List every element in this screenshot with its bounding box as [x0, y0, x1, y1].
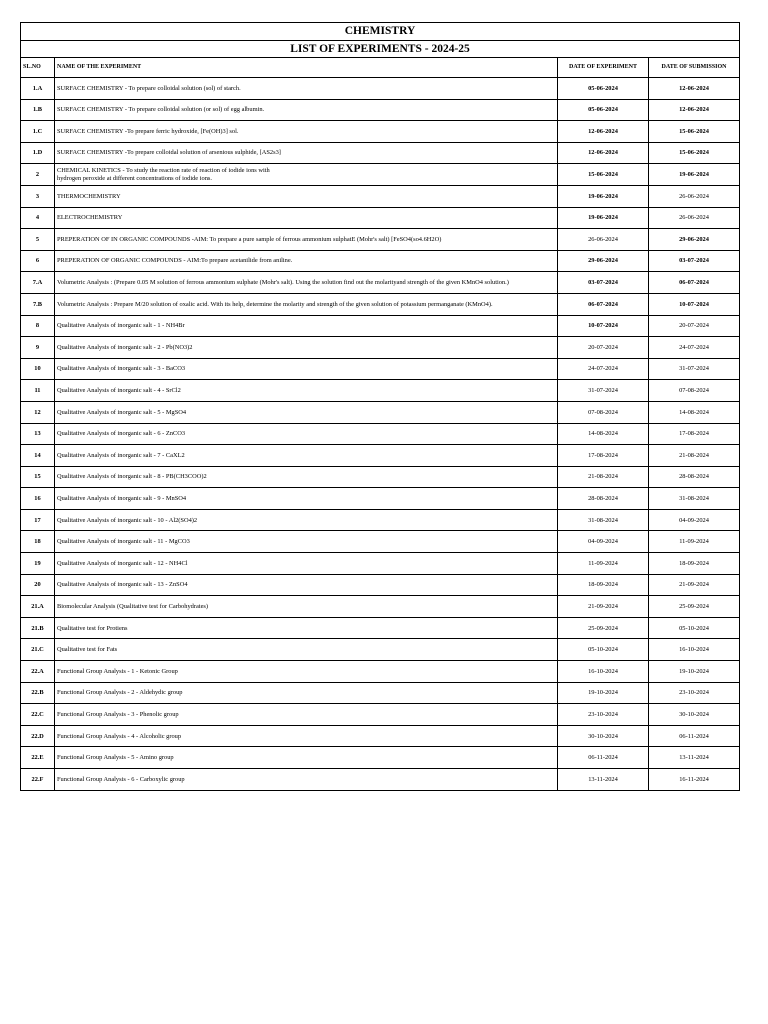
date-of-experiment-cell: 21-08-2024: [558, 466, 649, 488]
table-row: [21, 315, 740, 337]
experiment-name-cell: Qualitative Analysis of inorganic salt - 5 - MgSO4: [55, 401, 558, 423]
experiment-name-cell: Functional Group Analysis - 5 - Amino group: [55, 747, 558, 769]
date-of-submission-cell: 21-09-2024: [649, 574, 740, 596]
experiment-name-cell: Qualitative Analysis of inorganic salt - 3 - BaCO3: [55, 358, 558, 380]
sl-no-cell: 7.A: [21, 272, 55, 294]
experiment-sheet: [20, 22, 739, 791]
sl-no-cell: 16: [21, 488, 55, 510]
table-row: [21, 185, 740, 207]
experiment-name-cell: SURFACE CHEMISTRY - To prepare colloidal solution (sol) of starch.: [55, 78, 558, 100]
table-row: [21, 531, 740, 553]
sl-no-cell: 1.C: [21, 121, 55, 143]
sl-no-cell: 1.D: [21, 142, 55, 164]
date-of-experiment-cell: 05-10-2024: [558, 639, 649, 661]
experiment-name-cell: THERMOCHEMISTRY: [55, 185, 558, 207]
sl-no-cell: 5: [21, 229, 55, 251]
table-body: [21, 78, 740, 791]
date-of-experiment-cell: 31-08-2024: [558, 509, 649, 531]
sl-no-cell: 21.C: [21, 639, 55, 661]
date-of-submission-cell: 06-11-2024: [649, 725, 740, 747]
table-row: [21, 272, 740, 294]
date-of-experiment-cell: 19-10-2024: [558, 682, 649, 704]
date-of-submission-cell: 15-06-2024: [649, 121, 740, 143]
date-of-experiment-cell: 16-10-2024: [558, 661, 649, 683]
date-of-experiment-cell: 11-09-2024: [558, 553, 649, 575]
date-of-submission-cell: 28-08-2024: [649, 466, 740, 488]
sl-no-cell: 7.B: [21, 293, 55, 315]
table-row: [21, 99, 740, 121]
experiment-name-cell: PREPERATION OF ORGANIC COMPOUNDS - AIM:To prepare acetanilide from aniline.: [55, 250, 558, 272]
table-row: [21, 596, 740, 618]
experiment-name-cell: Qualitative Analysis of inorganic salt - 9 - MnSO4: [55, 488, 558, 510]
date-of-submission-cell: 03-07-2024: [649, 250, 740, 272]
table-row: [21, 401, 740, 423]
date-of-experiment-cell: 19-06-2024: [558, 207, 649, 229]
table-row: [21, 725, 740, 747]
table-row: [21, 78, 740, 100]
date-of-submission-cell: 30-10-2024: [649, 704, 740, 726]
date-of-experiment-cell: 03-07-2024: [558, 272, 649, 294]
table-row: [21, 488, 740, 510]
table-row: [21, 509, 740, 531]
date-of-submission-cell: 23-10-2024: [649, 682, 740, 704]
date-of-experiment-cell: 12-06-2024: [558, 142, 649, 164]
date-of-submission-cell: 25-09-2024: [649, 596, 740, 618]
date-of-submission-cell: 11-09-2024: [649, 531, 740, 553]
experiment-name-cell: SURFACE CHEMISTRY -To prepare ferric hydroxide, [Fe(OH)3] sol.: [55, 121, 558, 143]
date-of-submission-cell: 10-07-2024: [649, 293, 740, 315]
date-of-submission-cell: 17-08-2024: [649, 423, 740, 445]
experiment-name-cell: CHEMICAL KINETICS - To study the reaction rate of reaction of iodide ions with hydrogen peroxide at different concentrations of iodide ions.: [55, 164, 558, 186]
table-row: [21, 121, 740, 143]
sl-no-cell: 11: [21, 380, 55, 402]
header-sl-no: SL.NO: [21, 58, 55, 78]
experiment-name-cell: Qualitative Analysis of inorganic salt - 8 - PB(CH3COO)2: [55, 466, 558, 488]
sheet-title: CHEMISTRY: [21, 23, 740, 41]
date-of-experiment-cell: 24-07-2024: [558, 358, 649, 380]
sl-no-cell: 8: [21, 315, 55, 337]
date-of-submission-cell: 07-08-2024: [649, 380, 740, 402]
date-of-submission-cell: 16-10-2024: [649, 639, 740, 661]
table-row: [21, 207, 740, 229]
experiment-name-cell: Qualitative Analysis of inorganic salt - 6 - ZnCO3: [55, 423, 558, 445]
date-of-experiment-cell: 06-11-2024: [558, 747, 649, 769]
table-row: [21, 617, 740, 639]
table-row: [21, 661, 740, 683]
date-of-experiment-cell: 31-07-2024: [558, 380, 649, 402]
date-of-experiment-cell: 10-07-2024: [558, 315, 649, 337]
experiment-name-cell: Qualitative test for Protiens: [55, 617, 558, 639]
table-row: [21, 466, 740, 488]
experiment-name-cell: Functional Group Analysis - 2 - Aldehydic group: [55, 682, 558, 704]
date-of-experiment-cell: 23-10-2024: [558, 704, 649, 726]
sl-no-cell: 22.D: [21, 725, 55, 747]
date-of-experiment-cell: 04-09-2024: [558, 531, 649, 553]
sl-no-cell: 17: [21, 509, 55, 531]
date-of-submission-cell: 31-08-2024: [649, 488, 740, 510]
experiment-name-cell: Qualitative Analysis of inorganic salt - 10 - Al2(SO4)2: [55, 509, 558, 531]
date-of-experiment-cell: 05-06-2024: [558, 78, 649, 100]
date-of-experiment-cell: 20-07-2024: [558, 337, 649, 359]
date-of-submission-cell: 19-06-2024: [649, 164, 740, 186]
date-of-submission-cell: 31-07-2024: [649, 358, 740, 380]
experiment-name-cell: Functional Group Analysis - 6 - Carboxylic group: [55, 769, 558, 791]
table-row: [21, 250, 740, 272]
date-of-submission-cell: 12-06-2024: [649, 78, 740, 100]
experiment-name-cell: Volumetric Analysis : Prepare M/20 solution of oxalic acid. With its help, determine the molarity and strength of the given solution of potassium permanganate (KMnO4).: [55, 293, 558, 315]
date-of-submission-cell: 06-07-2024: [649, 272, 740, 294]
date-of-experiment-cell: 28-08-2024: [558, 488, 649, 510]
sl-no-cell: 19: [21, 553, 55, 575]
date-of-experiment-cell: 25-09-2024: [558, 617, 649, 639]
date-of-submission-cell: 20-07-2024: [649, 315, 740, 337]
sl-no-cell: 14: [21, 445, 55, 467]
experiment-name-cell: Volumetric Analysis : (Prepare 0.05 M solution of ferrous ammonium sulphate (Mohr's salt). Using the solution find out the molarityand strength of the given KMnO4 solution.): [55, 272, 558, 294]
sl-no-cell: 15: [21, 466, 55, 488]
sl-no-cell: 2: [21, 164, 55, 186]
sl-no-cell: 22.A: [21, 661, 55, 683]
date-of-experiment-cell: 13-11-2024: [558, 769, 649, 791]
sl-no-cell: 18: [21, 531, 55, 553]
header-date-of-experiment: DATE OF EXPERIMENT: [558, 58, 649, 78]
sl-no-cell: 20: [21, 574, 55, 596]
date-of-experiment-cell: 14-08-2024: [558, 423, 649, 445]
experiment-name-cell: Functional Group Analysis - 3 - Phenolic group: [55, 704, 558, 726]
date-of-submission-cell: 16-11-2024: [649, 769, 740, 791]
experiment-name-cell: Qualitative Analysis of inorganic salt - 4 - SrCl2: [55, 380, 558, 402]
date-of-experiment-cell: 07-08-2024: [558, 401, 649, 423]
date-of-submission-cell: 26-06-2024: [649, 185, 740, 207]
experiment-name-cell: Functional Group Analysis - 4 - Alcoholic group: [55, 725, 558, 747]
sl-no-cell: 13: [21, 423, 55, 445]
date-of-experiment-cell: 18-09-2024: [558, 574, 649, 596]
header-row: [21, 58, 740, 78]
header-experiment-name: NAME OF THE EXPERIMENT: [55, 58, 558, 78]
table-row: [21, 574, 740, 596]
date-of-experiment-cell: 17-08-2024: [558, 445, 649, 467]
experiment-name-cell: Qualitative Analysis of inorganic salt - 1 - NH4Br: [55, 315, 558, 337]
table-row: [21, 358, 740, 380]
sl-no-cell: 1.A: [21, 78, 55, 100]
table-row: [21, 142, 740, 164]
sl-no-cell: 6: [21, 250, 55, 272]
sl-no-cell: 21.B: [21, 617, 55, 639]
date-of-experiment-cell: 26-06-2024: [558, 229, 649, 251]
table-row: [21, 553, 740, 575]
table-row: [21, 682, 740, 704]
date-of-experiment-cell: 29-06-2024: [558, 250, 649, 272]
sl-no-cell: 3: [21, 185, 55, 207]
date-of-experiment-cell: 06-07-2024: [558, 293, 649, 315]
sl-no-cell: 22.E: [21, 747, 55, 769]
sheet-subtitle: LIST OF EXPERIMENTS - 2024-25: [21, 41, 740, 58]
date-of-submission-cell: 04-09-2024: [649, 509, 740, 531]
date-of-submission-cell: 05-10-2024: [649, 617, 740, 639]
date-of-submission-cell: 24-07-2024: [649, 337, 740, 359]
date-of-submission-cell: 13-11-2024: [649, 747, 740, 769]
experiment-name-cell: Qualitative Analysis of inorganic salt - 12 - NH4Cl: [55, 553, 558, 575]
header-date-of-submission: DATE OF SUBMISSION: [649, 58, 740, 78]
date-of-submission-cell: 14-08-2024: [649, 401, 740, 423]
sl-no-cell: 9: [21, 337, 55, 359]
table-row: [21, 704, 740, 726]
sl-no-cell: 4: [21, 207, 55, 229]
experiment-name-cell: ELECTROCHEMISTRY: [55, 207, 558, 229]
date-of-experiment-cell: 05-06-2024: [558, 99, 649, 121]
sl-no-cell: 22.B: [21, 682, 55, 704]
experiment-name-cell: SURFACE CHEMISTRY - To prepare colloidal solution (or sol) of egg albumin.: [55, 99, 558, 121]
sl-no-cell: 22.C: [21, 704, 55, 726]
date-of-submission-cell: 18-09-2024: [649, 553, 740, 575]
date-of-experiment-cell: 21-09-2024: [558, 596, 649, 618]
date-of-submission-cell: 15-06-2024: [649, 142, 740, 164]
date-of-submission-cell: 26-06-2024: [649, 207, 740, 229]
table-row: [21, 293, 740, 315]
experiment-name-cell: Qualitative Analysis of inorganic salt - 7 - CaXL2: [55, 445, 558, 467]
date-of-submission-cell: 19-10-2024: [649, 661, 740, 683]
date-of-experiment-cell: 15-06-2024: [558, 164, 649, 186]
sl-no-cell: 10: [21, 358, 55, 380]
date-of-submission-cell: 12-06-2024: [649, 99, 740, 121]
sl-no-cell: 22.F: [21, 769, 55, 791]
sl-no-cell: 21.A: [21, 596, 55, 618]
table-row: [21, 445, 740, 467]
table-row: [21, 639, 740, 661]
table-row: [21, 337, 740, 359]
experiments-table: [20, 22, 740, 791]
sl-no-cell: 1.B: [21, 99, 55, 121]
table-row: [21, 229, 740, 251]
table-row: [21, 769, 740, 791]
experiment-name-cell: SURFACE CHEMISTRY -To prepare colloidal solution of arsenious sulphide, [AS2s3]: [55, 142, 558, 164]
experiment-name-cell: Qualitative Analysis of inorganic salt - 2 - Pb(NO3)2: [55, 337, 558, 359]
table-row: [21, 380, 740, 402]
table-row: [21, 164, 740, 186]
experiment-name-cell: Qualitative Analysis of inorganic salt - 13 - ZnSO4: [55, 574, 558, 596]
date-of-experiment-cell: 19-06-2024: [558, 185, 649, 207]
table-row: [21, 747, 740, 769]
sl-no-cell: 12: [21, 401, 55, 423]
experiment-name-cell: Functional Group Analysis - 1 - Ketonic Group: [55, 661, 558, 683]
experiment-name-cell: Qualitative Analysis of inorganic salt - 11 - MgCO3: [55, 531, 558, 553]
experiment-name-cell: PREPERATION OF IN ORGANIC COMPOUNDS -AIM: To prepare a pure sample of ferrous ammonium sulphatE (Mohr's salt) [FeSO4(so4.6H2O): [55, 229, 558, 251]
date-of-experiment-cell: 12-06-2024: [558, 121, 649, 143]
table-row: [21, 423, 740, 445]
date-of-experiment-cell: 30-10-2024: [558, 725, 649, 747]
experiment-name-cell: Qualitative test for Fats: [55, 639, 558, 661]
date-of-submission-cell: 29-06-2024: [649, 229, 740, 251]
experiment-name-cell: Biomolecular Analysis (Qualitative test for Carbohydrates): [55, 596, 558, 618]
date-of-submission-cell: 21-08-2024: [649, 445, 740, 467]
